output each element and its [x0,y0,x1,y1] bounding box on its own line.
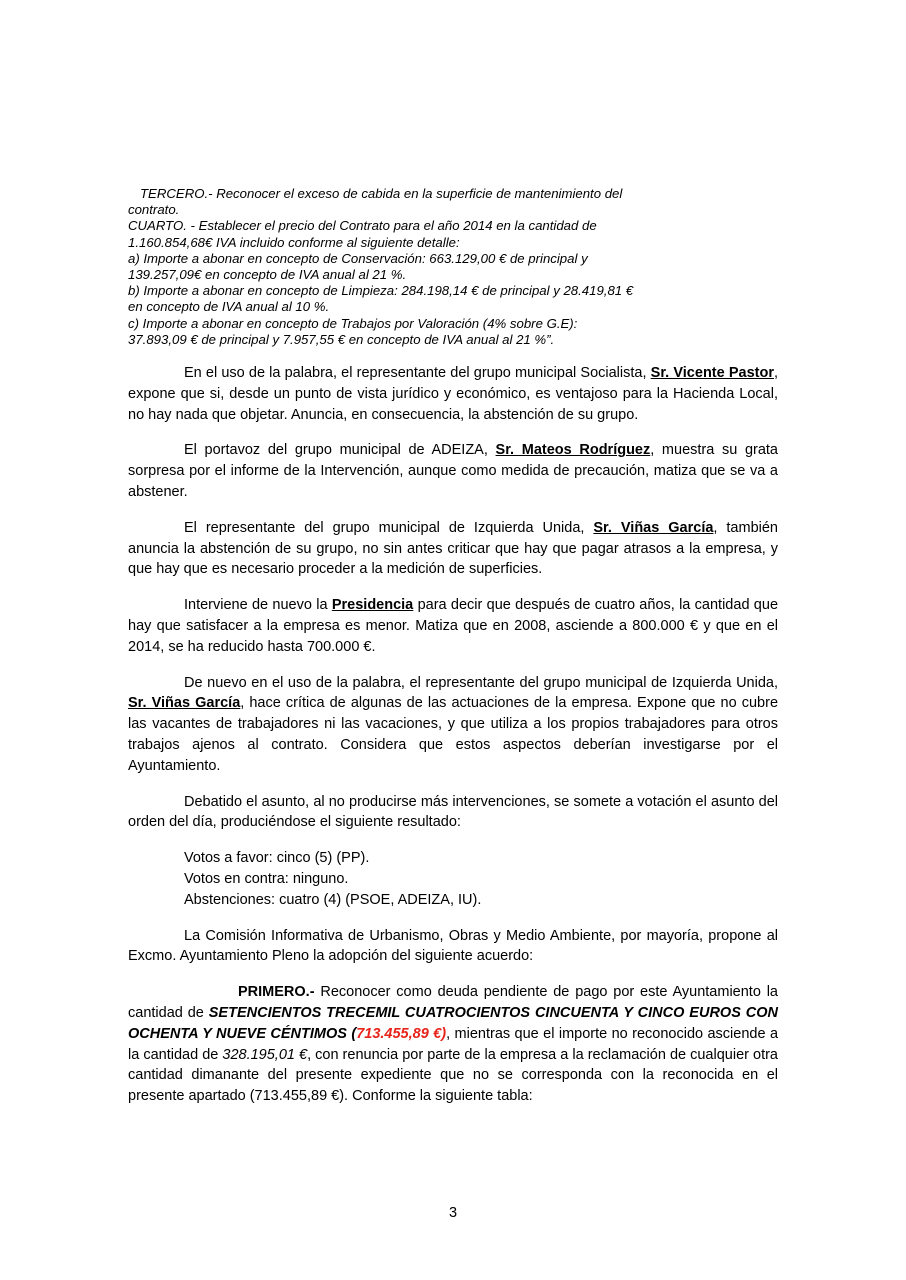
paragraph-socialista [128,363,778,425]
quoted-agreement-block [128,186,778,348]
quote-item-a-line1: a) Importe a abonar en concepto de Conservación: 663.129,00 € de principal y [128,250,588,266]
paragraph-adeiza-text1: El portavoz del grupo municipal de ADEIZA, [184,442,496,459]
paragraph-presidencia [128,595,778,657]
speaker-name-vinas-garcia-1: Sr. Viñas García [593,519,714,536]
quote-cuarto-line1: CUARTO. - Establecer el precio del Contrato para el año 2014 en la cantidad de [128,218,597,234]
paragraph-iu-text1: El representante del grupo municipal de Izquierda Unida, [184,519,594,536]
speaker-name-mateos-rodriguez: Sr. Mateos Rodríguez [495,442,651,459]
agreement-text1: Reconocer como deuda pendiente de pago por este Ayuntamiento la cantidad de [128,984,778,1021]
paragraph-votacion [128,792,778,834]
speaker-name-vinas-garcia-2: Sr. Viñas García [128,695,241,712]
quote-tercero-line1: TERCERO.- Reconocer el exceso de cabida en la superficie de mantenimiento del [140,186,623,201]
paragraph-socialista-text1: En el uso de la palabra, el representante del grupo municipal Socialista, [184,365,651,382]
agreement-primero [128,982,778,1107]
agreement-text2: , mientras que el importe no reconocido asciende a la cantidad de [128,1025,779,1063]
paragraph-presidencia-text1: Interviene de nuevo la [184,597,332,614]
paragraph-comision [128,926,778,968]
paragraph-iu2-text2: , hace crítica de algunas de las actuaciones de la empresa. Expone que no cubre las vacantes de trabajadores ni las vacaciones, y que utiliza a los propios trabajadores para otros trabajos ajenos al contrato. Considera que estos aspectos deberían investigarse por el Ayuntamiento. [128,695,779,774]
quote-tercero-line2: contrato. [128,202,180,218]
document-body [128,186,778,1107]
paragraph-izquierda-unida-2 [128,673,778,777]
quote-item-c [128,316,778,348]
vote-results-list [128,848,778,910]
speaker-name-presidencia: Presidencia [331,597,414,614]
paragraph-comision-text: La Comisión Informativa de Urbanismo, Obras y Medio Ambiente, por mayoría, propone al Excmo. Ayuntamiento Pleno la adopción del siguiente acuerdo: [128,927,778,965]
agreement-amount-words: SETENCIENTOS TRECEMIL CUATROCIENTOS CINCUENTA Y CINCO EUROS CON OCHENTA Y NUEVE CÉNTIMOS ( [128,1004,778,1042]
quote-cuarto-line2: 1.160.854,68€ IVA incluido conforme al siguiente detalle: [128,234,460,250]
paragraph-iu2-text1: De nuevo en el uso de la palabra, el representante del grupo municipal de Izquierda Unida, [184,674,778,691]
quote-item-b-line2: en concepto de IVA anual al 10 %. [128,299,330,315]
quote-item-a [128,251,778,283]
quote-item-a-line2: 139.257,09€ en concepto de IVA anual al 21 %. [128,267,407,283]
paragraph-adeiza-text2: , muestra su grata sorpresa por el informe de la Intervención, aunque como medida de precaución, matiza que se va a abstener. [128,442,778,501]
vote-in-favor: Votos a favor: cinco (5) (PP). [184,850,370,867]
agreement-amount-highlighted: 713.455,89 €) [356,1025,447,1042]
agreement-text3: , con renuncia por parte de la empresa a la reclamación de cualquier otra cantidad dimanante del presente expediente que no se corresponda con la reconocida en el presente apartado (713.455,89 €). Conforme la siguiente tabla: [128,1046,778,1105]
quote-item-b [128,283,778,315]
paragraph-presidencia-text2: para decir que después de cuatro años, la cantidad que hay que satisfacer a la empresa es menor. Matiza que en 2008, asciende a 800.000 € y que en el 2014, se ha reducido hasta 700.000 €. [128,597,779,655]
speaker-name-vicente-pastor: Sr. Vicente Pastor [650,365,774,382]
quote-line-tercero [128,186,778,218]
paragraph-socialista-text2: , expone que si, desde un punto de vista jurídico y económico, es ventajoso para la Hacienda Local, no hay nada que objetar. Anuncia, en consecuencia, la abstención de su grupo. [128,365,779,423]
paragraph-adeiza [128,440,778,502]
page-number: 3 [448,1205,458,1221]
quote-line-cuarto [128,218,778,250]
quote-item-c-line2: 37.893,09 € de principal y 7.957,55 € en concepto de IVA anual al 21 %”. [128,331,555,347]
quote-item-b-line1: b) Importe a abonar en concepto de Limpieza: 284.198,14 € de principal y 28.419,81 € [128,283,634,299]
quote-item-c-line1: c) Importe a abonar en concepto de Trabajos por Valoración (4% sobre G.E): [128,315,578,331]
vote-against: Votos en contra: ninguno. [184,870,349,887]
agreement-heading-primero: PRIMERO.- [238,984,315,1001]
paragraph-iu-text2: , también anuncia la abstención de su grupo, no sin antes criticar que hay que pagar atrasos a la empresa, y que hay que es necesario proceder a la medición de superficies. [128,519,778,578]
vote-abstentions: Abstenciones: cuatro (4) (PSOE, ADEIZA, IU). [184,891,482,908]
agreement-amount-unrecognized: 328.195,01 € [222,1046,308,1063]
paragraph-izquierda-unida [128,518,778,580]
paragraph-votacion-text: Debatido el asunto, al no producirse más intervenciones, se somete a votación el asunto del orden del día, produciéndose el siguiente resultado: [128,793,778,831]
